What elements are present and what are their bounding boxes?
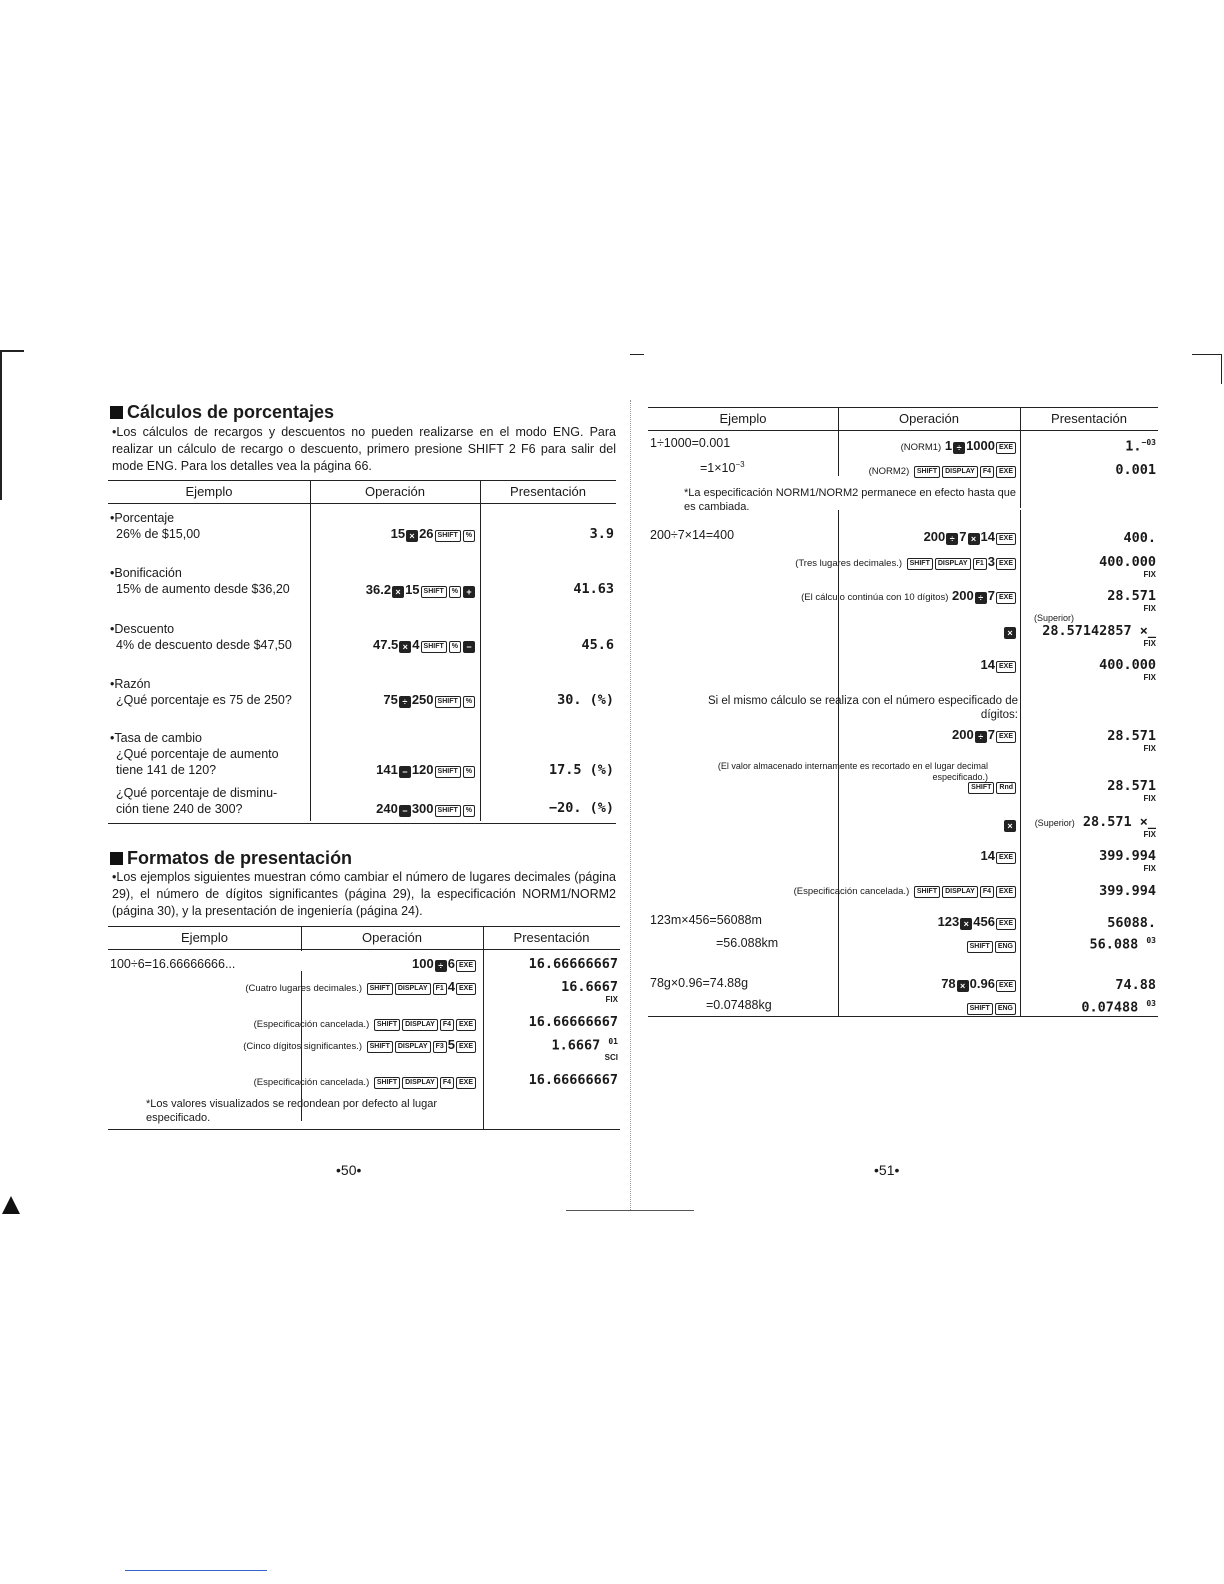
operation-keys: 100 ÷ 6 EXE bbox=[412, 956, 477, 972]
display-value: 56088. bbox=[1107, 915, 1156, 931]
column-divider bbox=[310, 481, 311, 821]
header-example: Ejemplo bbox=[185, 484, 233, 499]
operation-keys: 240 − 300 SHIFT % bbox=[376, 801, 476, 817]
mode-indicator: FIX bbox=[1143, 744, 1156, 753]
display-value: 28.571 bbox=[1107, 778, 1156, 794]
operation-keys: 78 × 0.96 EXE bbox=[941, 976, 1017, 992]
display-value: 400. bbox=[1123, 530, 1156, 546]
example-text: 15% de aumento desde $36,20 bbox=[116, 582, 290, 596]
header-display: Presentación bbox=[1051, 411, 1127, 426]
page-number: •50• bbox=[336, 1162, 362, 1178]
operation-keys: 14 EXE bbox=[981, 848, 1017, 864]
header-operation: Operación bbox=[365, 484, 425, 499]
display-value: −20. (%) bbox=[548, 800, 614, 816]
operation-keys: (Tres lugares decimales.) SHIFT DISPLAY F1 3 EXE bbox=[795, 554, 1017, 570]
operation-keys: × bbox=[1003, 816, 1017, 832]
mode-indicator: FIX bbox=[1143, 864, 1156, 873]
square-bullet-icon bbox=[110, 406, 123, 419]
example-text: tiene 141 de 120? bbox=[116, 763, 217, 777]
bottom-rule bbox=[566, 1210, 694, 1211]
operation-keys: SHIFT ENG bbox=[966, 999, 1017, 1015]
operation-keys: 47.5 × 4 SHIFT % − bbox=[373, 637, 476, 653]
corner-mark bbox=[630, 354, 644, 355]
display-value: 0.07488 $^{03}$ bbox=[1081, 999, 1156, 1016]
example-text: 100÷6=16.66666666... bbox=[110, 957, 236, 971]
corner-arrow-icon bbox=[2, 1196, 20, 1214]
column-divider bbox=[1020, 510, 1021, 1016]
example-text: =56.088km bbox=[716, 936, 779, 950]
display-value: 16.6667 bbox=[561, 979, 618, 995]
operation-keys: (NORM1) 1 ÷ 1000 EXE bbox=[901, 438, 1017, 454]
square-bullet-icon bbox=[110, 852, 123, 865]
corner-mark bbox=[1221, 354, 1222, 384]
bottom-rule bbox=[125, 1570, 267, 1571]
example-text: ¿Qué porcentaje de disminu- bbox=[116, 786, 278, 800]
table-header bbox=[108, 927, 620, 950]
example-text: =0.07488kg bbox=[706, 998, 772, 1012]
operation-keys: (Especificación cancelada.) SHIFT DISPLAY F4 EXE bbox=[794, 882, 1017, 898]
display-value: 1.$^{-03}$ bbox=[1125, 438, 1156, 455]
display-value: (Superior) 28.571 ×_ bbox=[1034, 814, 1156, 830]
example-label: •Razón bbox=[110, 677, 151, 691]
example-text: $=1\times 10^{-3}$ bbox=[700, 460, 745, 476]
corner-mark bbox=[1192, 354, 1222, 355]
intro-paragraph: •Los cálculos de recargos y descuentos no pueden realizarse en el modo ENG. Para realizar un cálculo de recargo o descuento, primero presione SHIFT 2 F6 para salir del mode ENG. Para los detalles vea la página 66. bbox=[112, 425, 616, 473]
operation-keys: 141 − 120 SHIFT % bbox=[376, 762, 476, 778]
display-value: 16.66666667 bbox=[528, 1072, 618, 1088]
display-value: 28.571 bbox=[1107, 588, 1156, 604]
display-value: 45.6 bbox=[581, 637, 614, 653]
upper-display-label: (Superior) bbox=[1034, 613, 1075, 623]
header-example: Ejemplo bbox=[181, 930, 228, 945]
example-text: ¿Qué porcentaje de aumento bbox=[116, 747, 279, 761]
display-value: 399.994 bbox=[1099, 848, 1156, 864]
display-value: 17.5 (%) bbox=[548, 762, 614, 778]
example-text: ¿Qué porcentaje es 75 de 250? bbox=[116, 693, 292, 707]
example-label: •Descuento bbox=[110, 622, 175, 636]
table-header bbox=[648, 408, 1158, 431]
example-text: 1÷1000=0.001 bbox=[650, 436, 731, 450]
example-text: 26% de $15,00 bbox=[116, 527, 201, 541]
mode-indicator: FIX bbox=[1143, 570, 1156, 579]
operation-keys: (Cuatro lugares decimales.) SHIFT DISPLAY F1 4 EXE bbox=[245, 979, 477, 995]
example-text: 123m×456=56088m bbox=[650, 913, 762, 927]
corner-mark bbox=[0, 350, 2, 500]
mode-indicator: FIX bbox=[1143, 639, 1156, 648]
mode-indicator: FIX bbox=[1143, 794, 1156, 803]
format-table-continued bbox=[648, 407, 1158, 1017]
operation-keys: SHIFT ENG bbox=[966, 937, 1017, 953]
operation-keys: 15 × 26 SHIFT % bbox=[391, 526, 476, 542]
page-number: •51• bbox=[874, 1162, 900, 1178]
display-value: 28.571 bbox=[1107, 728, 1156, 744]
display-value: 400.000 bbox=[1099, 657, 1156, 673]
header-display: Presentación bbox=[513, 930, 590, 945]
column-divider bbox=[838, 408, 839, 476]
corner-mark bbox=[0, 350, 24, 352]
example-text: 4% de descuento desde $47,50 bbox=[116, 638, 292, 652]
explanation-text: Si el mismo cálculo se realiza con el número especificado de dígitos: bbox=[707, 695, 1018, 721]
display-value: 3.9 bbox=[589, 526, 614, 542]
operation-keys: 200 ÷ 7 × 14 EXE bbox=[924, 529, 1017, 545]
footnote: *La especificación NORM1/NORM2 permanece en efecto hasta que es cambiada. bbox=[684, 487, 1017, 513]
column-divider bbox=[301, 927, 302, 951]
operation-keys: 200 ÷ 7 EXE bbox=[952, 727, 1017, 743]
operation-keys: (Cinco dígitos significantes.) SHIFT DISPLAY F3 5 EXE bbox=[243, 1037, 477, 1053]
example-label: •Tasa de cambio bbox=[110, 731, 202, 745]
column-divider bbox=[480, 481, 481, 821]
display-value: 56.088 $^{03}$ bbox=[1089, 936, 1156, 953]
operation-keys: (Especificación cancelada.) SHIFT DISPLAY F4 EXE bbox=[254, 1015, 477, 1031]
mode-indicator: FIX bbox=[1143, 673, 1156, 682]
display-value: 41.63 bbox=[573, 581, 614, 597]
operation-keys: 36.2 × 15 SHIFT % + bbox=[366, 582, 476, 598]
operation-keys: 75 ÷ 250 SHIFT % bbox=[383, 692, 476, 708]
operation-keys: 14 EXE bbox=[981, 657, 1017, 673]
section-title-formats: Formatos de presentación bbox=[110, 848, 352, 869]
example-text: 200÷7×14=400 bbox=[650, 528, 735, 542]
operation-keys: (NORM2) SHIFT DISPLAY F4 EXE bbox=[869, 462, 1017, 478]
example-text: 78g×0.96=74.88g bbox=[650, 976, 749, 990]
display-value: 16.66666667 bbox=[528, 1014, 618, 1030]
operation-keys: × bbox=[1003, 623, 1017, 639]
footnote: *Los valores visualizados se redondean por defecto al lugar especificado. bbox=[146, 1098, 438, 1124]
percent-table bbox=[108, 480, 616, 824]
format-table bbox=[108, 926, 620, 1130]
display-value: 74.88 bbox=[1115, 977, 1156, 993]
operation-keys: (El cálculo continúa con 10 dígitos) 200 ÷ 7 EXE bbox=[801, 588, 1017, 604]
mode-indicator: FIX bbox=[605, 995, 618, 1004]
operation-keys: 123 × 456 EXE bbox=[938, 914, 1017, 930]
example-label: •Porcentaje bbox=[110, 511, 175, 525]
display-value: 28.57142857 ×_ bbox=[1042, 623, 1156, 639]
mode-indicator: SCI bbox=[604, 1053, 618, 1062]
mode-indicator: FIX bbox=[1143, 830, 1156, 839]
example-text: ción tiene 240 de 300? bbox=[116, 802, 243, 816]
display-value: 0.001 bbox=[1115, 462, 1156, 478]
header-operation: Operación bbox=[362, 930, 422, 945]
display-value: 400.000 bbox=[1099, 554, 1156, 570]
table-header bbox=[108, 481, 616, 504]
display-value: 1.6667 $^{01}$ bbox=[551, 1037, 618, 1054]
header-example: Ejemplo bbox=[719, 411, 767, 426]
intro-paragraph-2: •Los ejemplos siguientes muestran cómo cambiar el número de lugares decimales (página 29), el número de dígitos significantes (página 29), la especificación NORM1/NORM2 (página 30), y la presentación de ingeniería (página 24). bbox=[112, 870, 616, 918]
display-value: 399.994 bbox=[1099, 883, 1156, 899]
mode-indicator: FIX bbox=[1143, 604, 1156, 613]
example-label: •Bonificación bbox=[110, 566, 182, 580]
operation-keys: SHIFT Rnd bbox=[967, 778, 1017, 794]
header-display: Presentación bbox=[510, 484, 586, 499]
section-title-percentages: Cálculos de porcentajes bbox=[110, 402, 334, 423]
display-value: 30. (%) bbox=[557, 692, 614, 708]
display-value: 16.66666667 bbox=[528, 956, 618, 972]
column-divider bbox=[1020, 408, 1021, 508]
explanation-text: (El valor almacenado internamente es recortado en el lugar decimal especificado.) bbox=[717, 761, 988, 782]
right-page bbox=[630, 0, 1224, 1584]
operation-keys: (Especificación cancelada.) SHIFT DISPLAY F4 EXE bbox=[254, 1073, 477, 1089]
header-operation: Operación bbox=[899, 411, 959, 426]
column-divider bbox=[483, 927, 484, 1129]
